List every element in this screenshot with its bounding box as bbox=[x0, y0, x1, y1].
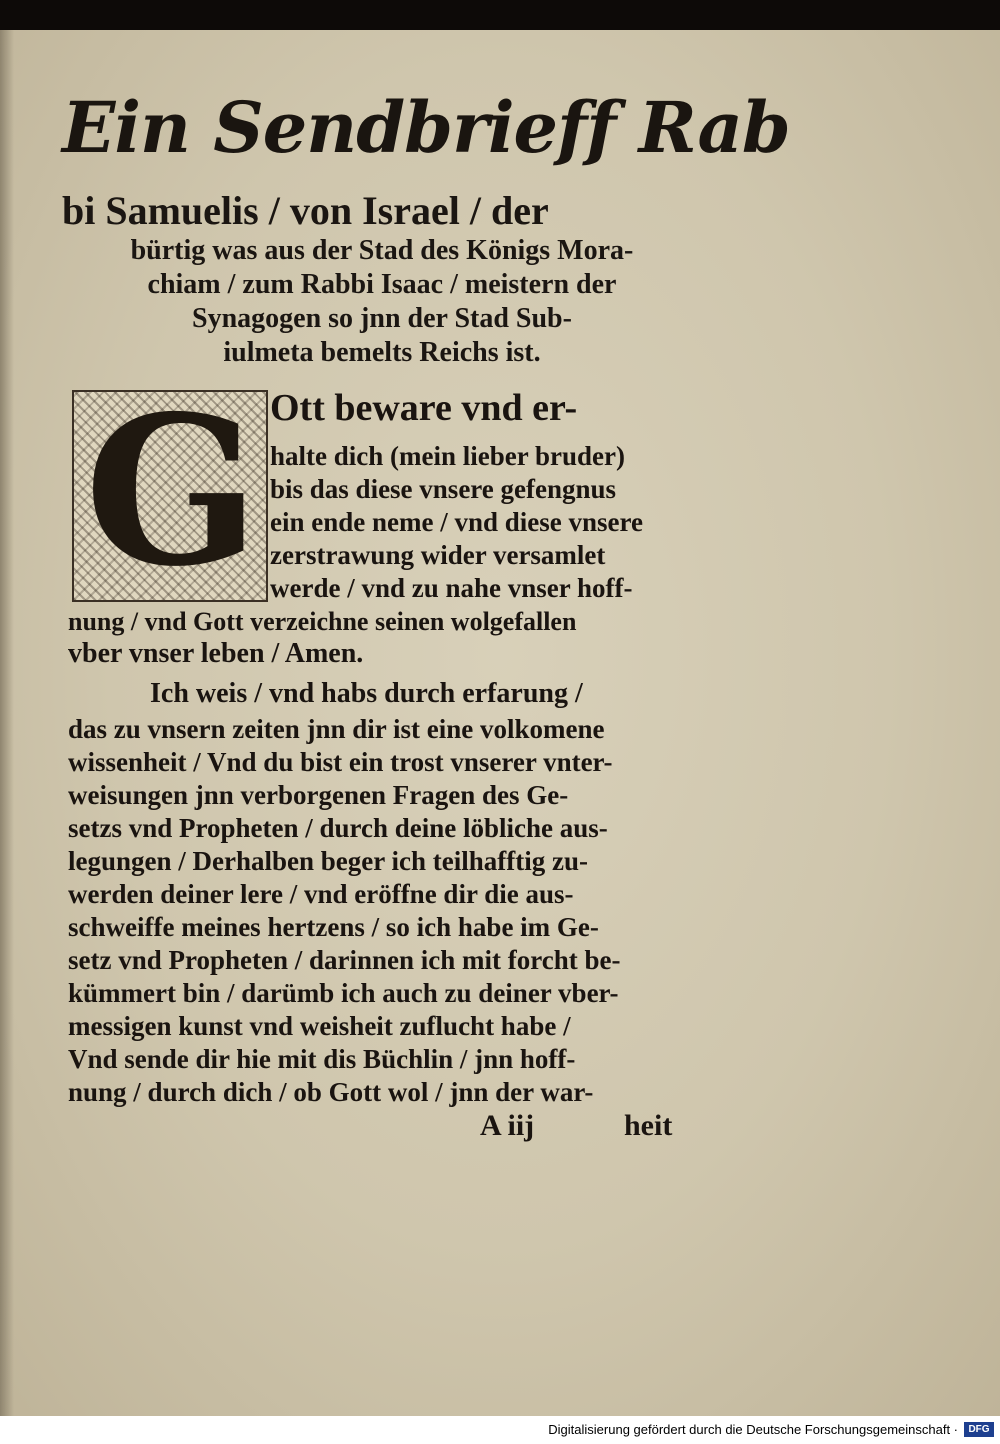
book-page bbox=[0, 30, 1000, 1416]
page-title: Ein Sendbrieff Rab bbox=[62, 86, 790, 169]
subtitle-line: Synagogen so jnn der Stad Sub- bbox=[192, 303, 572, 334]
body-line: Ich weis / vnd habs durch erfarung / bbox=[150, 678, 583, 709]
body-line: weisungen jnn verborgenen Fragen des Ge- bbox=[68, 780, 569, 810]
body-line: nung / vnd Gott verzeichne seinen wolgefallen bbox=[68, 607, 577, 636]
body-line: wissenheit / Vnd du bist ein trost vnserer vnter- bbox=[68, 747, 613, 777]
body-line: setz vnd Propheten / darinnen ich mit forcht be- bbox=[68, 945, 621, 975]
body-line: zerstrawung wider versamlet bbox=[270, 540, 606, 570]
subtitle-line: chiam / zum Rabbi Isaac / meistern der bbox=[147, 269, 617, 300]
body-line: kümmert bin / darümb ich auch zu deiner vber- bbox=[68, 978, 619, 1008]
decorated-initial bbox=[72, 372, 268, 612]
title-subtitle bbox=[62, 188, 702, 370]
catchword: heit bbox=[624, 1109, 673, 1142]
body-line: werde / vnd zu nahe vnser hoff- bbox=[270, 573, 633, 603]
subtitle-line: bi Samuelis / von Israel / der bbox=[62, 188, 549, 233]
subtitle-line: iulmeta bemelts Reichs ist. bbox=[223, 337, 541, 368]
body-line: legungen / Derhalben beger ich teilhafftig zu- bbox=[68, 846, 588, 876]
digitization-footer bbox=[0, 1416, 1000, 1444]
body-line: werden deiner lere / vnd eröffne dir die aus- bbox=[68, 879, 574, 909]
signature-mark: A iij bbox=[480, 1109, 535, 1142]
footer-credit: Digitalisierung gefördert durch die Deutsche Forschungsgemeinschaft · bbox=[548, 1422, 958, 1437]
body-line: Vnd sende dir hie mit dis Büchlin / jnn hoff- bbox=[68, 1044, 576, 1074]
body-line: Ott beware vnd er- bbox=[270, 387, 578, 429]
subtitle-line: bürtig was aus der Stad des Königs Mora- bbox=[130, 235, 634, 266]
body-line: ein ende neme / vnd diese vnsere bbox=[270, 507, 643, 537]
body-line: setzs vnd Propheten / durch deine löbliche aus- bbox=[68, 813, 608, 843]
body-line: schweiffe meines hertzens / so ich habe im Ge- bbox=[68, 912, 599, 942]
body-line: das zu vnsern zeiten jnn dir ist eine volkomene bbox=[68, 714, 605, 744]
dfg-logo: DFG bbox=[964, 1422, 994, 1437]
body-line: bis das diese vnsere gefengnus bbox=[270, 474, 617, 504]
body-line: vber vnser leben / Amen. bbox=[68, 638, 364, 669]
body-line: halte dich (mein lieber bruder) bbox=[270, 441, 625, 471]
body-line: nung / durch dich / ob Gott wol / jnn der war- bbox=[68, 1077, 594, 1107]
body-line: messigen kunst vnd weisheit zuflucht habe / bbox=[68, 1011, 571, 1041]
initial-letter: G bbox=[84, 372, 260, 612]
